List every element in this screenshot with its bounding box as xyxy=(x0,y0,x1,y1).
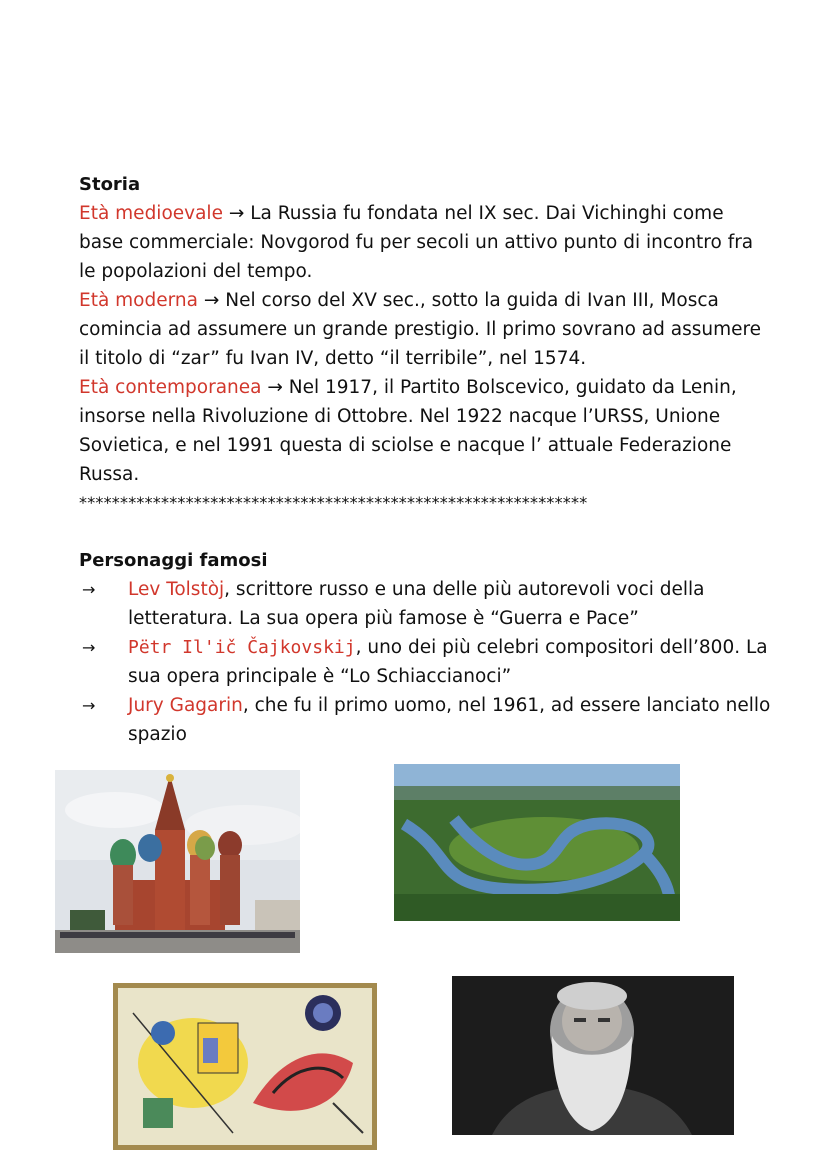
arrow: → xyxy=(261,377,289,398)
person-text: , scrittore russo e una delle più autorevoli voci della letteratura. La sua opera più famose è “Guerra e Pace” xyxy=(128,579,705,629)
separator-line: ************************************************************** xyxy=(79,493,588,512)
list-item xyxy=(79,633,779,691)
person-text: , che fu il primo uomo, nel 1961, ad essere lanciato nello spazio xyxy=(128,695,771,745)
people-list xyxy=(79,575,779,749)
personaggi-heading: Personaggi famosi xyxy=(79,550,268,571)
section-moderna xyxy=(79,286,769,373)
storia-heading: Storia xyxy=(79,174,141,195)
bullet-arrow-icon: → xyxy=(82,580,96,599)
arrow: → xyxy=(222,203,251,224)
person-name: Lev Tolstòj xyxy=(128,579,225,600)
period-text: La Russia fu fondata nel IX sec. Dai Vichinghi come base commerciale: Novgorod fu per secoli un attivo punto di incontro fra le popolazioni del tempo. xyxy=(79,203,754,282)
period-label: Età medioevale xyxy=(79,203,223,224)
person-text: , uno dei più celebri compositori dell’800. La sua opera principale è “Lo Schiaccianoci” xyxy=(128,637,768,687)
period-text: Nel corso del XV sec., sotto la guida di Ivan III, Mosca comincia ad assumere un grande prestigio. Il primo sovrano ad assumere il titolo di “zar” fu Ivan IV, detto “il terribile”, nel 1574. xyxy=(79,290,762,369)
list-item xyxy=(79,691,779,749)
period-label: Età moderna xyxy=(79,290,198,311)
period-label: Età contemporanea xyxy=(79,377,262,398)
list-item xyxy=(79,575,779,633)
person-name: Pëtr Il'ič Čajkovskij xyxy=(128,637,356,658)
personaggi-section xyxy=(79,546,779,749)
section-medioevale xyxy=(79,199,769,286)
river-landscape-photo xyxy=(394,764,680,921)
kandinsky-painting-photo xyxy=(113,983,377,1150)
period-text: Nel 1917, il Partito Bolscevico, guidato da Lenin, insorse nella Rivoluzione di Ottobre. Nel 1922 nacque l’URSS, Unione Sovietica, e nel 1991 questa di sciolse e nacque l’ attuale Federazione Russa. xyxy=(79,377,737,485)
section-contemporanea xyxy=(79,373,769,489)
arrow: → xyxy=(197,290,226,311)
saint-basil-cathedral-photo xyxy=(55,770,300,953)
person-name: Jury Gagarin xyxy=(128,695,243,716)
bullet-arrow-icon: → xyxy=(82,638,96,657)
tolstoy-portrait-photo xyxy=(452,976,734,1135)
bullet-arrow-icon: → xyxy=(82,696,96,715)
storia-section xyxy=(79,170,769,513)
